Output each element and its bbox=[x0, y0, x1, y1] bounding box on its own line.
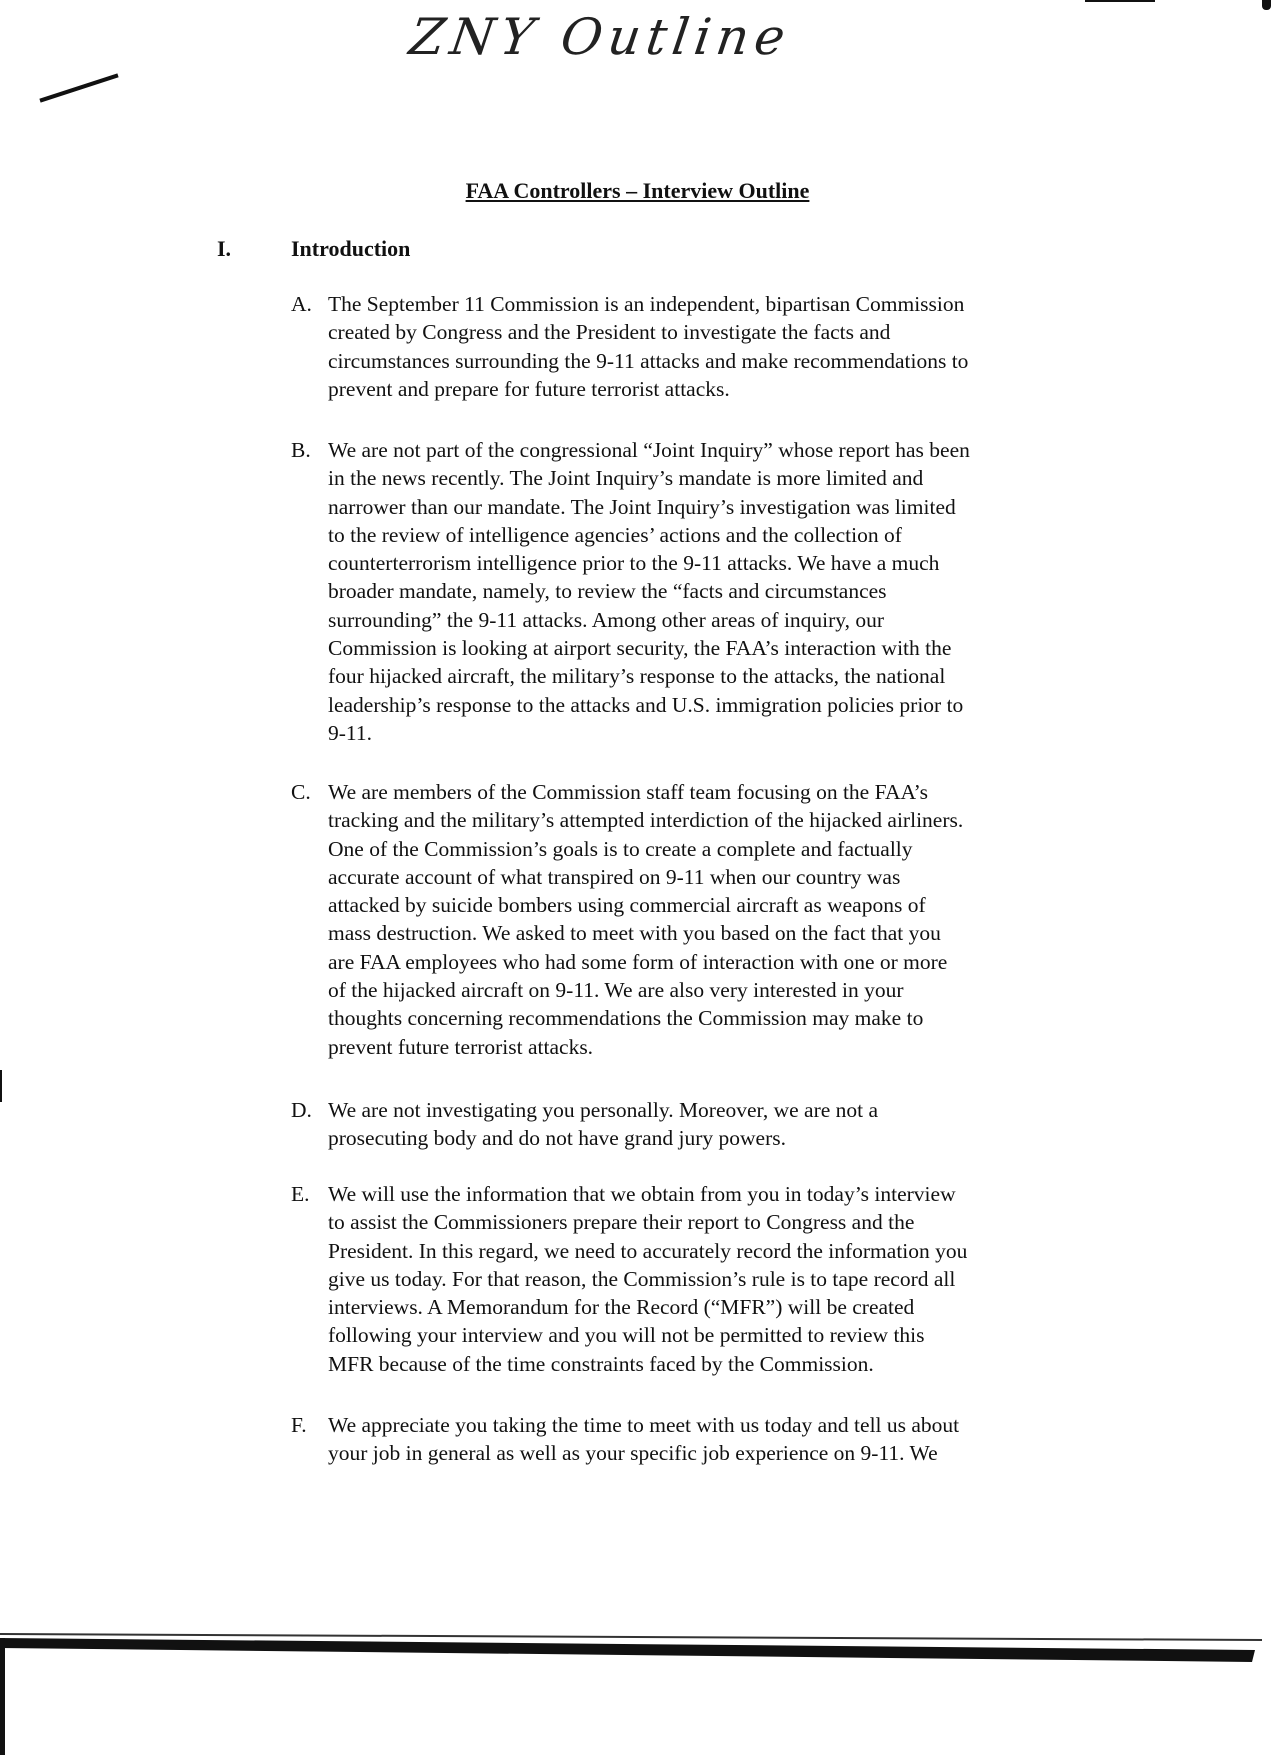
text-line: narrower than our mandate. The Joint Inquiry’s investigation was limited bbox=[328, 494, 956, 519]
text-line: We are members of the Commission staff team focusing on the FAA’s bbox=[328, 780, 928, 804]
text-line: four hijacked aircraft, the military’s response to the attacks, the national bbox=[328, 664, 946, 689]
scan-bottom-edge bbox=[0, 1620, 1275, 1755]
item-text bbox=[328, 290, 968, 403]
item-letter: D. bbox=[291, 1098, 312, 1122]
text-line: prosecuting body and do not have grand jury powers. bbox=[328, 1126, 786, 1151]
scan-edge-mark bbox=[1085, 0, 1155, 2]
text-line: give us today. For that reason, the Commission’s rule is to tape record all bbox=[328, 1266, 956, 1291]
text-line: The September 11 Commission is an independent, bipartisan Commission bbox=[328, 292, 965, 316]
item-letter: E. bbox=[291, 1182, 310, 1206]
text-line: President. In this regard, we need to accurately record the information you bbox=[328, 1238, 968, 1263]
text-line: interviews. A Memorandum for the Record (“MFR”) will be created bbox=[328, 1295, 915, 1320]
text-line: We are not part of the congressional “Joint Inquiry” whose report has been bbox=[328, 438, 970, 462]
text-line: are FAA employees who had some form of interaction with one or more bbox=[328, 949, 948, 974]
item-letter: F. bbox=[291, 1413, 307, 1437]
text-line: tracking and the military’s attempted interdiction of the hijacked airliners. bbox=[328, 808, 964, 833]
text-line: One of the Commission’s goals is to create a complete and factually bbox=[328, 836, 913, 861]
text-line: counterterrorism intelligence prior to the 9-11 attacks. We have a much bbox=[328, 551, 940, 576]
section-number: I. bbox=[217, 236, 232, 261]
text-line: accurate account of what transpired on 9-11 when our country was bbox=[328, 864, 901, 889]
item-text bbox=[328, 1096, 878, 1153]
text-line: MFR because of the time constraints faced by the Commission. bbox=[328, 1351, 874, 1376]
handwritten-note: ZNY Outline bbox=[405, 8, 795, 66]
text-line: circumstances surrounding the 9-11 attacks and make recommendations to bbox=[328, 348, 969, 373]
text-line: thoughts concerning recommendations the Commission may make to bbox=[328, 1006, 924, 1031]
text-line: created by Congress and the President to investigate the facts and bbox=[328, 320, 891, 345]
text-line: to assist the Commissioners prepare their report to Congress and the bbox=[328, 1210, 915, 1235]
text-line: of the hijacked aircraft on 9-11. We are also very interested in your bbox=[328, 978, 904, 1003]
text-line: attacked by suicide bombers using commercial aircraft as weapons of bbox=[328, 893, 926, 918]
scan-edge-mark bbox=[1262, 0, 1271, 10]
item-letter: A. bbox=[291, 292, 312, 316]
text-line: in the news recently. The Joint Inquiry’s mandate is more limited and bbox=[328, 466, 924, 491]
scan-edge-mark bbox=[0, 1070, 2, 1102]
item-letter: B. bbox=[291, 438, 311, 462]
text-line: prevent future terrorist attacks. bbox=[328, 1034, 594, 1059]
text-line: mass destruction. We asked to meet with you based on the fact that you bbox=[328, 921, 941, 946]
text-line: Commission is looking at airport security, the FAA’s interaction with the bbox=[328, 636, 952, 661]
text-line: We are not investigating you personally. Moreover, we are not a bbox=[328, 1098, 879, 1122]
pen-stroke-mark bbox=[39, 73, 118, 102]
text-line: We appreciate you taking the time to meet with us today and tell us about bbox=[328, 1413, 960, 1437]
text-line: following your interview and you will not be permitted to review this bbox=[328, 1323, 925, 1348]
text-line: to the review of intelligence agencies’ actions and the collection of bbox=[328, 522, 902, 547]
document-title: FAA Controllers – Interview Outline bbox=[465, 178, 810, 203]
text-line: surrounding” the 9-11 attacks. Among other areas of inquiry, our bbox=[328, 607, 885, 632]
item-text bbox=[328, 436, 970, 747]
text-line: prevent and prepare for future terrorist attacks. bbox=[328, 376, 730, 401]
item-text bbox=[328, 1411, 959, 1468]
text-line: leadership’s response to the attacks and U.S. immigration policies prior to bbox=[328, 692, 964, 717]
item-letter: C. bbox=[291, 780, 311, 804]
item-text bbox=[328, 778, 963, 1061]
item-text bbox=[328, 1180, 967, 1378]
text-line: 9-11. bbox=[328, 720, 372, 745]
text-line: broader mandate, namely, to review the “facts and circumstances bbox=[328, 579, 887, 604]
text-line: We will use the information that we obtain from you in today’s interview bbox=[328, 1182, 956, 1206]
section-heading: Introduction bbox=[291, 236, 411, 261]
text-line: your job in general as well as your specific job experience on 9-11. We bbox=[328, 1441, 938, 1466]
